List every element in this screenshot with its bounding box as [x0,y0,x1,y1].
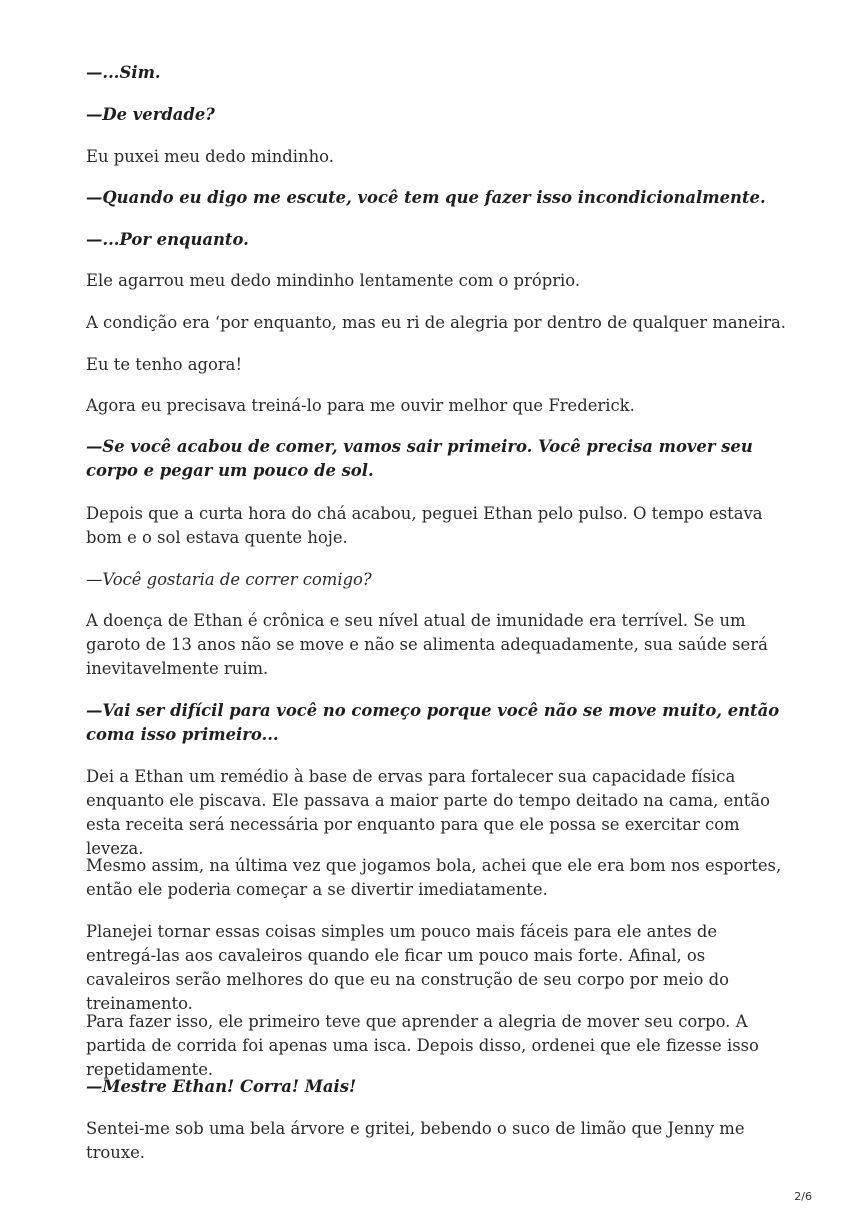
paragraph-10: —Se você acabou de comer, vamos sair primeiro. Você precisa mover seu corpo e pegar um pouco de sol. [86,437,753,480]
paragraph-19: —Mestre Ethan! Corra! Mais! [86,1077,357,1096]
paragraph-9: Agora eu precisava treiná-lo para me ouvir melhor que Frederick. [86,396,635,415]
paragraph-7: A condição era ‘por enquanto, mas eu ri de alegria por dentro de qualquer maneira. [86,313,786,332]
page-number: 2/6 [794,1190,812,1203]
paragraph-16: Mesmo assim, na última vez que jogamos bola, achei que ele era bom nos esportes, então ele poderia começar a se divertir imediatamente. [86,856,782,899]
paragraph-12: —Você gostaria de correr comigo? [86,570,372,589]
paragraph-11: Depois que a curta hora do chá acabou, peguei Ethan pelo pulso. O tempo estava bom e o sol estava quente hoje. [86,504,763,547]
paragraph-18: Para fazer isso, ele primeiro teve que aprender a alegria de mover seu corpo. A partida de corrida foi apenas uma isca. Depois disso, ordenei que ele fizesse isso repetidamente. [86,1012,759,1079]
paragraph-15: Dei a Ethan um remédio à base de ervas para fortalecer sua capacidade física enquanto ele piscava. Ele passava a maior parte do tempo deitado na cama, então esta receita será necessária por enquanto para que ele possa se exercitar com leveza. [86,767,771,858]
paragraph-1: —...Sim. [86,63,161,82]
paragraph-14: —Vai ser difícil para você no começo porque você não se move muito, então coma isso primeiro... [86,701,780,744]
paragraph-4: —Quando eu digo me escute, você tem que fazer isso incondicionalmente. [86,188,766,207]
paragraph-8: Eu te tenho agora! [86,355,243,374]
paragraph-6: Ele agarrou meu dedo mindinho lentamente com o próprio. [86,271,581,290]
paragraph-20: Sentei-me sob uma bela árvore e gritei, bebendo o suco de limão que Jenny me trouxe. [86,1119,745,1162]
paragraph-13: A doença de Ethan é crônica e seu nível atual de imunidade era terrível. Se um garoto de 13 anos não se move e não se alimenta adequadamente, sua saúde será inevitavelmente ruim. [86,611,768,678]
paragraph-17: Planejei tornar essas coisas simples um pouco mais fáceis para ele antes de entregá-las aos cavaleiros quando ele ficar um pouco mais forte. Afinal, os cavaleiros serão melhores do que eu na construção de seu corpo por meio do treinamento. [86,922,729,1013]
paragraph-3: Eu puxei meu dedo mindinho. [86,147,334,166]
paragraph-5: —...Por enquanto. [86,230,249,249]
paragraph-2: —De verdade? [86,105,215,124]
